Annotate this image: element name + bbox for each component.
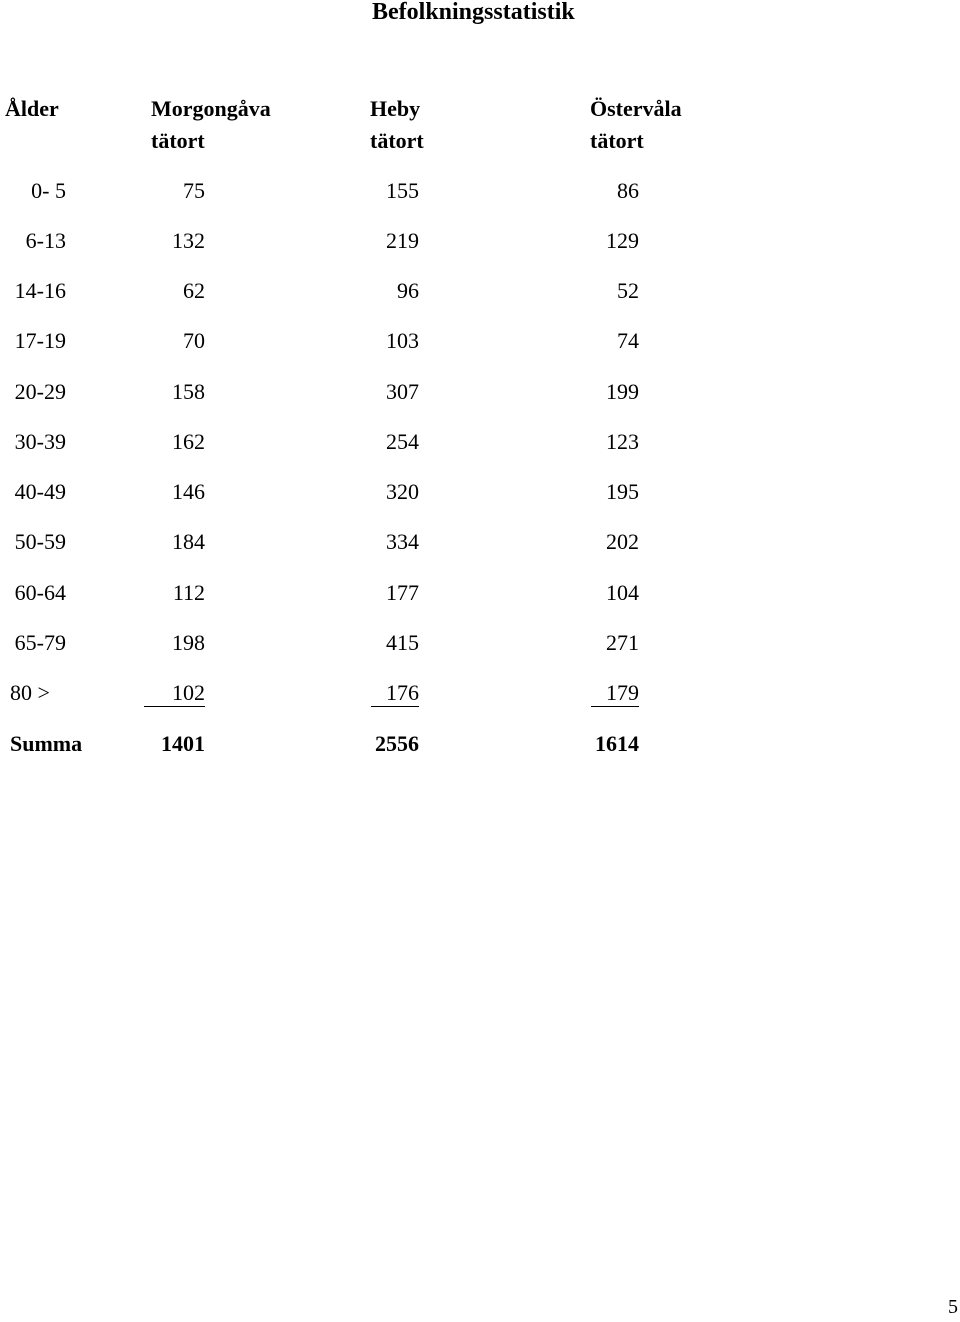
ostervala-value: 74 xyxy=(617,328,639,353)
table-row xyxy=(0,628,960,658)
ostervala-value: 129 xyxy=(606,228,639,253)
heby-value-underlined: 176 xyxy=(371,679,419,707)
heby-value: 96 xyxy=(397,278,419,303)
header-morgongava-sub: tätort xyxy=(151,128,205,153)
age-group: 30-39 xyxy=(14,429,66,454)
header-ostervala-sub: tätort xyxy=(590,128,644,153)
morgongava-value-underlined: 102 xyxy=(144,679,205,707)
header-heby-sub: tätort xyxy=(370,128,424,153)
page-number: 5 xyxy=(948,1296,958,1318)
morgongava-value: 112 xyxy=(172,580,205,605)
header-heby: Heby xyxy=(370,96,421,121)
summary-row xyxy=(0,729,960,759)
table-row xyxy=(0,176,960,206)
age-group: 14-16 xyxy=(14,278,66,303)
morgongava-value: 70 xyxy=(183,328,205,353)
age-group: 80 > xyxy=(10,680,50,705)
header-age: Ålder xyxy=(5,96,59,121)
heby-value: 320 xyxy=(386,479,419,504)
morgongava-value: 158 xyxy=(172,379,205,404)
table-row xyxy=(0,226,960,256)
morgongava-value: 62 xyxy=(183,278,205,303)
ostervala-value xyxy=(591,678,639,708)
ostervala-value: 202 xyxy=(606,529,639,554)
morgongava-value xyxy=(144,678,205,708)
age-group: 6-13 xyxy=(25,228,66,253)
heby-value: 219 xyxy=(386,228,419,253)
heby-value: 307 xyxy=(386,379,419,404)
morgongava-value: 146 xyxy=(172,479,205,504)
age-group: 60-64 xyxy=(14,580,66,605)
table-row xyxy=(0,427,960,457)
morgongava-value: 198 xyxy=(172,630,205,655)
age-group: 40-49 xyxy=(14,479,66,504)
header-morgongava: Morgongåva xyxy=(151,96,271,121)
table-row xyxy=(0,527,960,557)
summary-label: Summa xyxy=(10,731,83,756)
table-row xyxy=(0,578,960,608)
age-group: 17-19 xyxy=(14,328,66,353)
ostervala-value: 199 xyxy=(606,379,639,404)
heby-value: 334 xyxy=(386,529,419,554)
table-row xyxy=(0,276,960,306)
ostervala-total: 1614 xyxy=(595,731,639,756)
ostervala-value: 271 xyxy=(606,630,639,655)
ostervala-value: 52 xyxy=(617,278,639,303)
table-row xyxy=(0,678,960,708)
table-row xyxy=(0,477,960,507)
ostervala-value: 195 xyxy=(606,479,639,504)
header-ostervala: Östervåla xyxy=(590,96,682,121)
age-group: 50-59 xyxy=(14,529,66,554)
morgongava-value: 162 xyxy=(172,429,205,454)
morgongava-value: 184 xyxy=(172,529,205,554)
age-group: 0- 5 xyxy=(31,178,66,203)
page-title: Befolkningsstatistik xyxy=(372,0,575,25)
heby-value: 155 xyxy=(386,178,419,203)
morgongava-value: 75 xyxy=(183,178,205,203)
heby-value: 254 xyxy=(386,429,419,454)
morgongava-total: 1401 xyxy=(161,731,205,756)
age-group: 65-79 xyxy=(14,630,66,655)
heby-value xyxy=(371,678,419,708)
heby-total: 2556 xyxy=(375,731,419,756)
table-row xyxy=(0,377,960,407)
ostervala-value: 123 xyxy=(606,429,639,454)
heby-value: 177 xyxy=(386,580,419,605)
ostervala-value: 104 xyxy=(606,580,639,605)
table-row xyxy=(0,326,960,356)
ostervala-value-underlined: 179 xyxy=(591,679,639,707)
heby-value: 415 xyxy=(386,630,419,655)
age-group: 20-29 xyxy=(14,379,66,404)
ostervala-value: 86 xyxy=(617,178,639,203)
morgongava-value: 132 xyxy=(172,228,205,253)
heby-value: 103 xyxy=(386,328,419,353)
